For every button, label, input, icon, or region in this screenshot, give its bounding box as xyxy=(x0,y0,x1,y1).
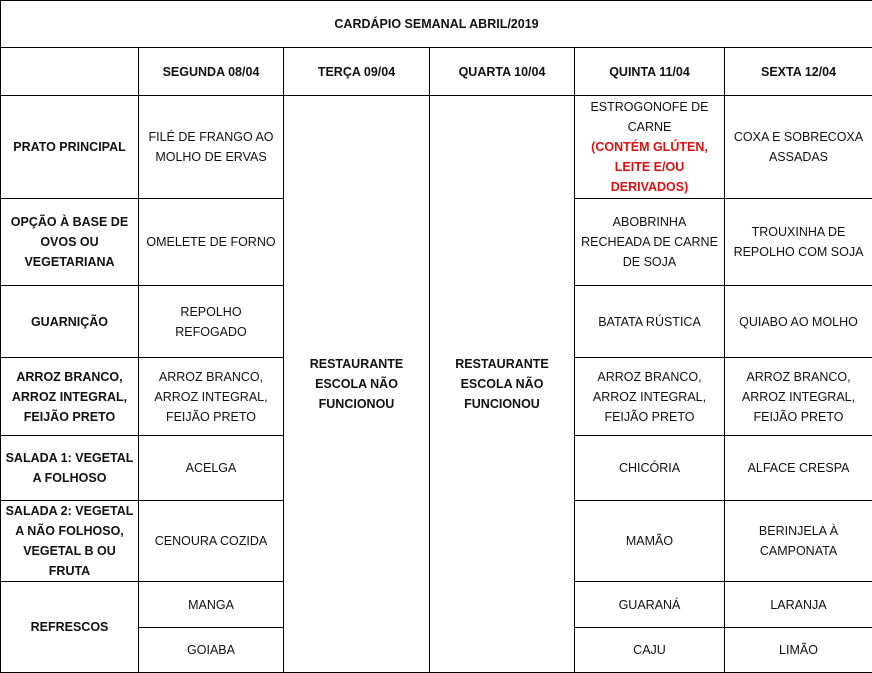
cell-thursday: CAJU xyxy=(575,628,725,673)
row-prato-principal xyxy=(1,96,872,199)
dish-name: ESTROGONOFE DE CARNE xyxy=(579,97,720,137)
header-friday: SEXTA 12/04 xyxy=(725,48,872,96)
tuesday-closed-note: RESTAURANTE ESCOLA NÃO FUNCIONOU xyxy=(284,96,430,673)
cell-friday: TROUXINHA DE REPOLHO COM SOJA xyxy=(725,199,872,286)
cell-monday: OMELETE DE FORNO xyxy=(139,199,284,286)
header-wednesday: QUARTA 10/04 xyxy=(430,48,575,96)
cell-friday: BERINJELA À CAMPONATA xyxy=(725,501,872,582)
cell-thursday: ARROZ BRANCO, ARROZ INTEGRAL, FEIJÃO PRETO xyxy=(575,358,725,436)
row-label: SALADA 1: VEGETAL A FOLHOSO xyxy=(1,436,139,501)
cell-monday: CENOURA COZIDA xyxy=(139,501,284,582)
menu-title: CARDÁPIO SEMANAL ABRIL/2019 xyxy=(1,1,872,48)
header-empty xyxy=(1,48,139,96)
cell-friday: ARROZ BRANCO, ARROZ INTEGRAL, FEIJÃO PRETO xyxy=(725,358,872,436)
cell-monday: MANGA xyxy=(139,582,284,628)
cell-monday: GOIABA xyxy=(139,628,284,673)
cell-thursday: CHICÓRIA xyxy=(575,436,725,501)
cell-friday: ALFACE CRESPA xyxy=(725,436,872,501)
row-label: REFRESCOS xyxy=(1,582,139,673)
cell-thursday: ABOBRINHA RECHEADA DE CARNE DE SOJA xyxy=(575,199,725,286)
cell-monday: ACELGA xyxy=(139,436,284,501)
allergen-warning: (CONTÉM GLÚTEN, LEITE E/OU DERIVADOS) xyxy=(579,137,720,197)
row-label: PRATO PRINCIPAL xyxy=(1,96,139,199)
header-monday: SEGUNDA 08/04 xyxy=(139,48,284,96)
header-tuesday: TERÇA 09/04 xyxy=(284,48,430,96)
cell-thursday: BATATA RÚSTICA xyxy=(575,286,725,358)
cell-thursday: GUARANÁ xyxy=(575,582,725,628)
cell-friday: COXA E SOBRECOXA ASSADAS xyxy=(725,96,872,199)
cell-friday: QUIABO AO MOLHO xyxy=(725,286,872,358)
cell-monday: ARROZ BRANCO, ARROZ INTEGRAL, FEIJÃO PRETO xyxy=(139,358,284,436)
row-label: ARROZ BRANCO, ARROZ INTEGRAL, FEIJÃO PRETO xyxy=(1,358,139,436)
header-row xyxy=(1,48,872,96)
cell-monday: REPOLHO REFOGADO xyxy=(139,286,284,358)
row-label: OPÇÃO À BASE DE OVOS OU VEGETARIANA xyxy=(1,199,139,286)
cell-friday: LARANJA xyxy=(725,582,872,628)
cell-thursday xyxy=(575,96,725,199)
cell-monday: FILÉ DE FRANGO AO MOLHO DE ERVAS xyxy=(139,96,284,199)
cell-friday: LIMÃO xyxy=(725,628,872,673)
cell-thursday: MAMÃO xyxy=(575,501,725,582)
wednesday-closed-note: RESTAURANTE ESCOLA NÃO FUNCIONOU xyxy=(430,96,575,673)
row-label: GUARNIÇÃO xyxy=(1,286,139,358)
header-thursday: QUINTA 11/04 xyxy=(575,48,725,96)
row-label: SALADA 2: VEGETAL A NÃO FOLHOSO, VEGETAL B OU FRUTA xyxy=(1,501,139,582)
